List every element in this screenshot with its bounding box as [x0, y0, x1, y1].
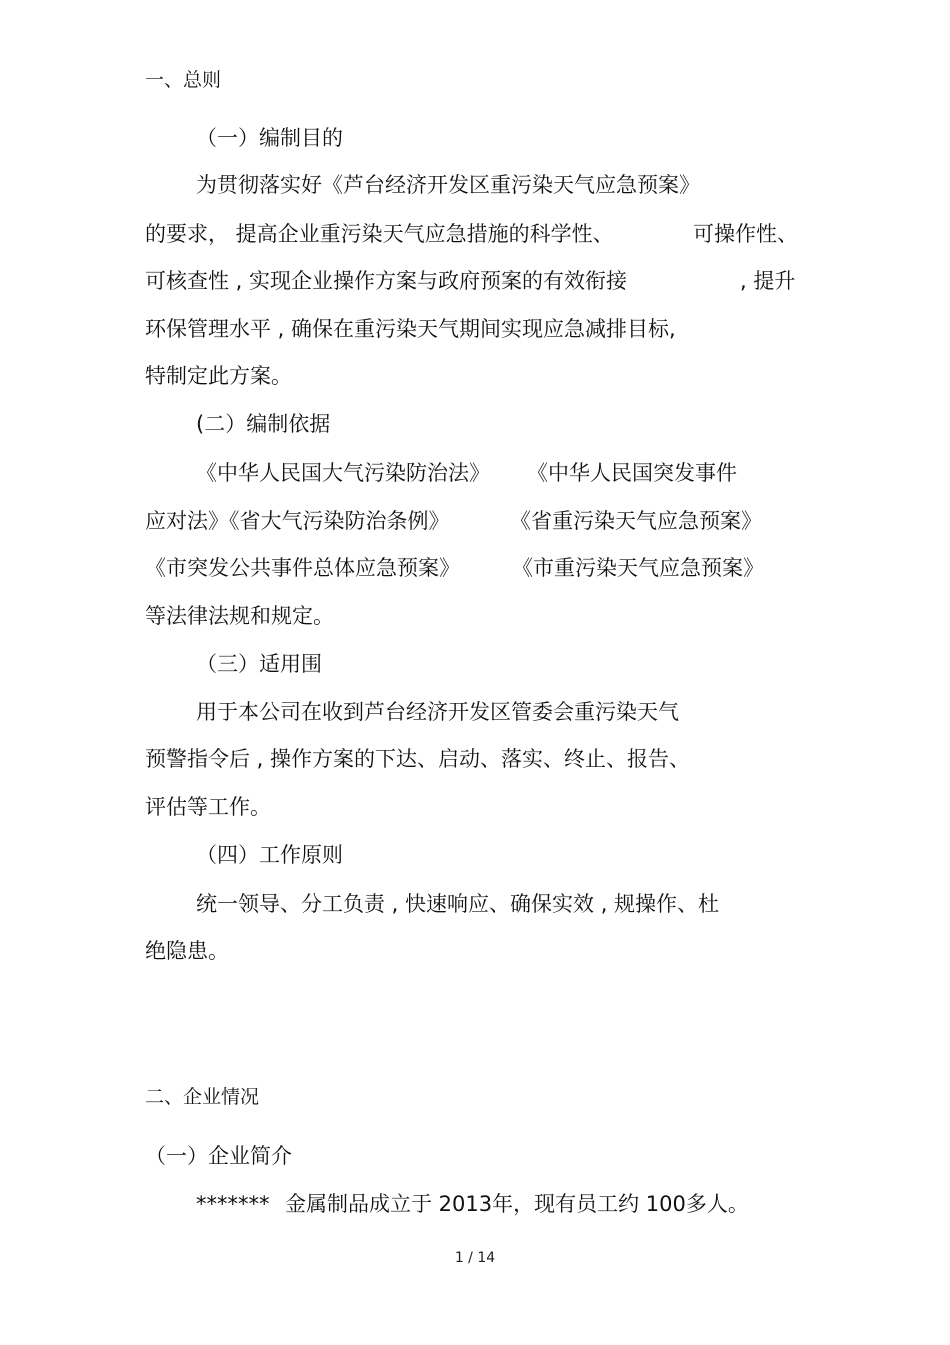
subsection-title: （三）适用围	[196, 652, 322, 676]
paragraph-line: 可操作性、	[693, 222, 798, 246]
paragraph-line: 《市突发公共事件总体应急预案》	[145, 556, 460, 580]
page-number: 1 / 14	[454, 1250, 496, 1266]
paragraph-line: 的要求， 提高企业重污染天气应急措施的科学性、	[145, 222, 614, 246]
section-heading: 一、总则	[145, 69, 222, 91]
paragraph-line: 预警指令后 , 操作方案的下达、启动、落实、终止、报告、	[145, 747, 691, 771]
subsection-title: （一）编制目的	[196, 126, 343, 150]
paragraph-line: , 提升	[740, 269, 796, 293]
paragraph-line: 《省重污染天气应急预案》	[510, 509, 762, 533]
paragraph-line: *******	[196, 1192, 270, 1216]
subsection-title: （一）企业简介	[145, 1144, 292, 1168]
paragraph-line: 用于本公司在收到芦台经济开发区管委会重污染天气	[196, 700, 679, 724]
paragraph-line: 可核查性 , 实现企业操作方案与政府预案的有效衔接	[145, 269, 628, 293]
paragraph-line: 金属制品成立于 2013年，现有员工约 100多人。	[285, 1192, 749, 1216]
section-heading: 二、企业情况	[145, 1086, 260, 1108]
subsection-title: (二）编制依据	[196, 412, 331, 436]
paragraph-line: 为贯彻落实好《芦台经济开发区重污染天气应急预案》	[196, 173, 700, 197]
paragraph-line: 《中华人民国大气污染防治法》	[196, 461, 490, 485]
subsection-title: （四）工作原则	[196, 843, 343, 867]
paragraph-line: 绝隐患。	[145, 939, 229, 963]
paragraph-line: 等法律法规和规定。	[145, 604, 334, 628]
paragraph-line: 《市重污染天气应急预案》	[512, 556, 764, 580]
paragraph-line: 特制定此方案。	[145, 364, 292, 388]
paragraph-line: 环保管理水平 , 确保在重污染天气期间实现应急减排目标,	[145, 317, 676, 341]
paragraph-line: 评估等工作。	[145, 795, 271, 819]
paragraph-line: 应对法》《省大气污染防治条例》	[145, 509, 450, 533]
paragraph-line: 统一领导、分工负责 , 快速响应、确保实效 , 规操作、杜	[196, 892, 720, 916]
paragraph-line: 《中华人民国突发事件	[527, 461, 737, 485]
